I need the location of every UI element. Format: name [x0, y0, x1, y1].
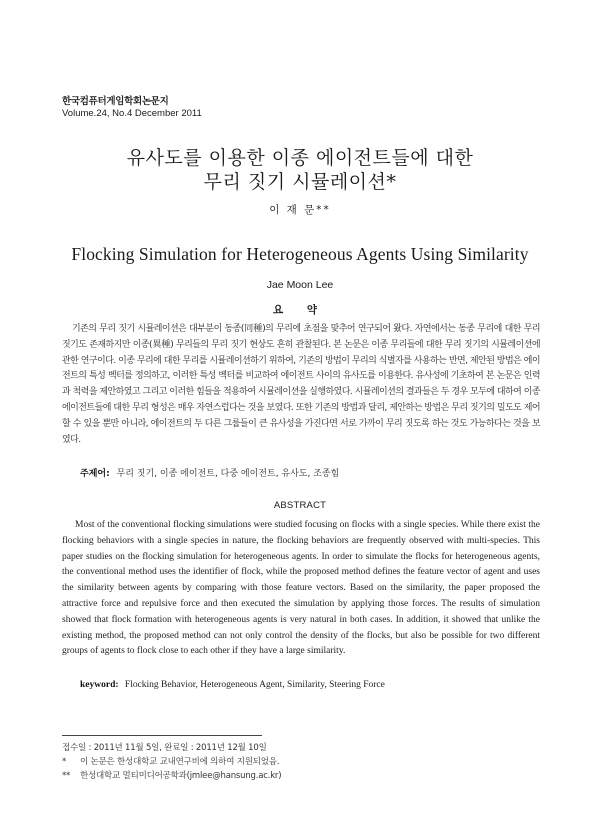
footnote-funding-mark: * — [62, 757, 67, 767]
english-title: Flocking Simulation for Heterogeneous Agents Using Similarity — [71, 244, 529, 264]
footnote-dates: 접수일 : 2011년 11월 5일, 완료일 : 2011년 12월 10일 — [62, 743, 267, 753]
korean-keywords-label: 주제어: — [80, 469, 110, 479]
korean-keywords-text: 무리 짓기, 이종 에이전트, 다중 에이전트, 유사도, 조종힘 — [116, 469, 340, 479]
footnote-funding-text: 이 논문은 한성대학교 교내연구비에 의하여 지원되었음. — [80, 757, 280, 767]
journal-volume: Volume.24, No.4 December 2011 — [62, 108, 202, 119]
journal-header — [62, 96, 202, 120]
english-abstract-heading: ABSTRACT — [273, 500, 327, 511]
english-abstract-text: Most of the conventional flocking simulations were studied focusing on flocks with a single species. While there exist the flocking behaviors with a single species in nature, the flocking behaviors are frequently observed with multi-species. This paper studies on the flocking simulation for heterogeneous agents. In order to simulate the flocks for heterogeneous agents, the conventional method uses the identifier of flock, while the proposed method defines the feature vector of agent and uses the similarity between agents by comparing with those feature vectors. Based on the similarity, the paper proposed the attractive force and repulsive force and then executed the simulation by applying those forces. The results of simulation showed that flock formation with heterogeneous agents is very natural in both cases. In addition, it showed that unlike the existing method, the proposed method can not only control the density of the flocks, but also be possible for two different groups of agents to flock close to each other if they have a large similarity. — [62, 520, 540, 657]
footnote-affiliation — [62, 769, 281, 783]
english-abstract — [62, 518, 540, 660]
journal-name: 한국컴퓨터게임학회논문지 — [62, 96, 169, 107]
korean-abstract — [62, 322, 540, 448]
korean-author: 이 재 문** — [269, 204, 331, 216]
footnotes — [62, 741, 281, 783]
footnote-affiliation-text: 한성대학교 멀티미디어공학과(jmlee@hansung.ac.kr) — [80, 771, 282, 781]
english-keywords-text: Flocking Behavior, Heterogeneous Agent, Similarity, Steering Force — [124, 680, 385, 690]
english-keywords — [80, 680, 385, 690]
korean-title-line-1: 유사도를 이용한 이종 에이전트들에 대한 — [126, 147, 474, 169]
footnote-divider — [62, 735, 262, 736]
footnote-affiliation-mark: ** — [62, 771, 71, 781]
korean-title — [0, 146, 600, 194]
english-keywords-label: keyword: — [80, 680, 119, 690]
korean-keywords — [80, 466, 339, 479]
korean-title-line-2: 무리 짓기 시뮬레이션* — [203, 171, 397, 193]
korean-abstract-heading: 요 약 — [273, 304, 327, 316]
footnote-funding — [62, 755, 281, 769]
english-author: Jae Moon Lee — [266, 279, 334, 291]
korean-abstract-text: 기존의 무리 짓기 시뮬레이션은 대부분이 동종(同種)의 무리에 초점을 맞추어 연구되어 왔다. 자연에서는 동종 무리에 대한 무리 짓기도 존재하지만 이종(異種) 무리들의 무리 짓기 현상도 흔히 관찰된다. 본 논문은 이종 무리들에 대한 무리 짓기의 시뮬레이션에 관한 연구이다. 이종 무리에 대한 무리를 시뮬레이션하기 위하여, 기존의 방법이 무리의 식별자를 사용하는 반면, 제안된 방법은 에이전트의 특성 벡터를 정의하고, 이러한 특성 벡터를 비교하여 에이전트 사이의 유사도를 이용한다. 유사성에 기초하여 본 논문은 인력과 척력을 제안하였고 그리고 이러한 힘들을 적용하여 시뮬레이션을 실행하였다. 시뮬레이션의 결과들은 두 경우 모두에 대하여 이종 에이전트들에 대한 무리 형성은 매우 자연스럽다는 것을 보였다. 또한 기존의 방법과 달리, 제안하는 방법은 무리 짓기의 밀도도 제어할 수 있을 뿐만 아니라, 에이전트의 두 다른 그룹들이 큰 유사성을 가진다면 서로 가까이 무리 짓도록 하는 것도 가능하다는 것을 보였다. — [62, 324, 540, 445]
